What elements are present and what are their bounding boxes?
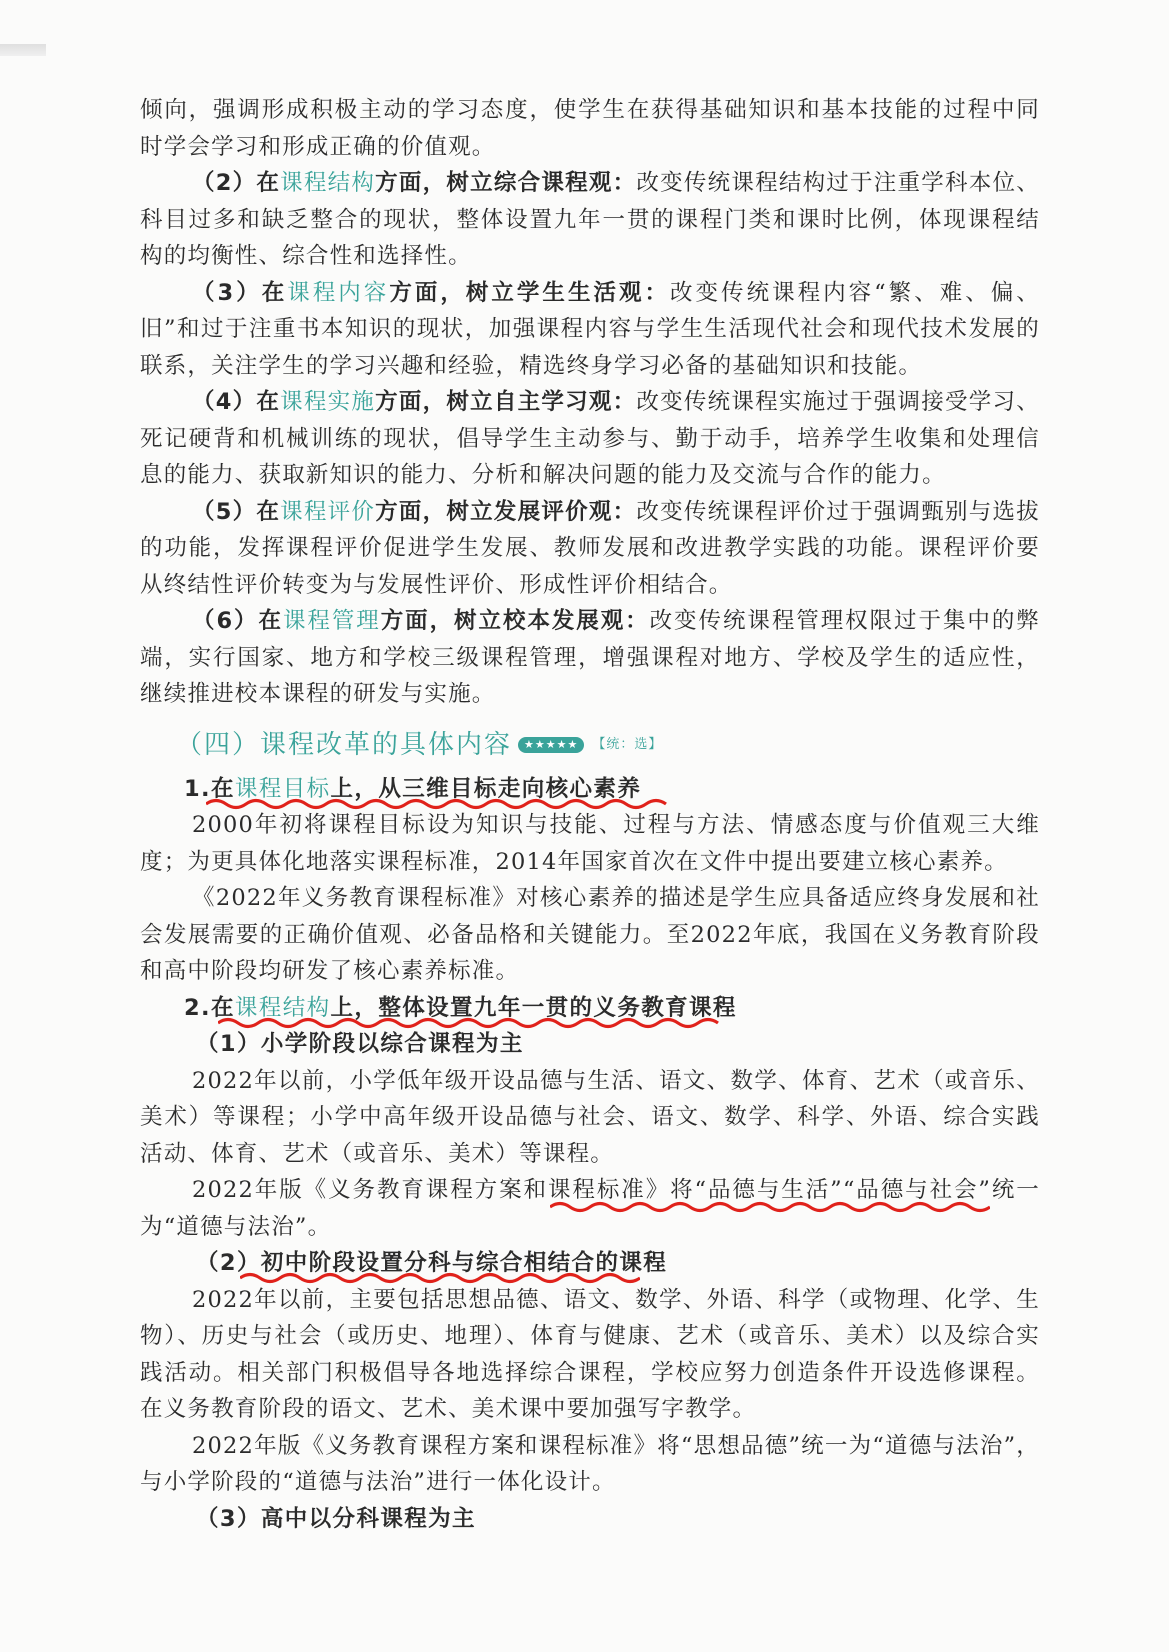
intro-paragraph: 倾向，强调形成积极主动的学习态度，使学生在获得基础知识和基本技能的过程中同时学会学习和形成正确的价值观。: [140, 97, 1040, 160]
item-management: [140, 603, 1040, 713]
subheading-course-goals: [184, 771, 1040, 808]
goals-paragraph-1: 2000年初将课程目标设为知识与技能、过程与方法、情感态度与价值观三大维度；为更具体化地落实课程标准，2014年国家首次在文件中提出要建立核心素养。: [140, 812, 1040, 875]
item-text: 改变传统课程内容“繁、难、偏、旧”和过于注重书本知识的现状，加强课程内容与学生生活现代社会和现代技术发展的联系，关注学生的学习兴趣和经验，精选终身学习必备的基础知识和技能。: [140, 279, 1040, 379]
item-number: （5）在: [192, 498, 281, 525]
star-rating-badge: ★★★★★: [518, 737, 584, 753]
item-text: 改变传统课程结构过于注重学科本位、科目过多和缺乏整合的现状，整体设置九年一贯的课程门类和课时比例，体现课程结构的均衡性、综合性和选择性。: [140, 170, 1040, 269]
primary-paragraph-2: 2022年版《义务教育课程方案和课程标准》将“品德与生活”“品德与社会”统一为“道德与法治”。: [140, 1177, 1040, 1240]
junior-paragraph-1: 2022年以前，主要包括思想品德、语文、数学、外语、科学（或物理、化学、生物）、历史与社会（或历史、地理）、体育与健康、艺术（或音乐、美术）以及综合实践活动。相关部门积极倡导各地选择综合课程，学校应努力创造条件开设选修课程。在义务教育阶段的语文、艺术、美术课中要加强写字教学。: [140, 1286, 1040, 1422]
subheading-junior: [196, 1245, 1040, 1282]
item-evaluation: [140, 494, 1040, 604]
subheading-key: 课程目标: [234, 775, 331, 802]
item-label: 方面，树立学生生活观：: [389, 279, 671, 306]
item-key: 课程内容: [287, 279, 390, 306]
item-structure: [140, 165, 1040, 275]
primary-paragraph-2-wrap: [140, 1172, 1040, 1245]
subheading-course-structure: [184, 990, 1040, 1027]
subheading-prefix: 2.在: [184, 994, 235, 1021]
item-label: 方面，树立发展评价观：: [375, 498, 637, 525]
item-key: 课程评价: [280, 498, 376, 525]
item-implementation: [140, 384, 1040, 494]
item-number: （3）在: [192, 279, 288, 306]
subheading-senior: （3）高中以分科课程为主: [196, 1505, 476, 1532]
subheading-primary: （1）小学阶段以综合课程为主: [196, 1031, 524, 1057]
section-heading: [176, 723, 1040, 767]
item-key: 课程结构: [280, 170, 376, 196]
goals-paragraph-2: 《2022年义务教育课程标准》对核心素养的描述是学生应具备适应终身发展和社会发展需要的正确价值观、必备品格和关键能力。至2022年底，我国在义务教育阶段和高中阶段均研发了核心素养标准。: [140, 885, 1040, 984]
subheading-suffix: 上，从三维目标走向核心素养: [330, 775, 642, 802]
item-content: [140, 275, 1040, 385]
item-number: （4）在: [192, 389, 281, 415]
item-number: （6）在: [192, 608, 283, 634]
item-text: 改变传统课程管理权限过于集中的弊端，实行国家、地方和学校三级课程管理，增强课程对地方、学校及学生的适应性，继续推进校本课程的研发与实施。: [140, 608, 1040, 707]
item-label: 方面，树立校本发展观：: [380, 608, 650, 634]
section-title: （四）课程改革的具体内容: [176, 729, 513, 760]
subheading-junior-text: （2）初中阶段设置分科与综合相结合的课程: [196, 1250, 668, 1276]
exam-tag: 【统：选】: [592, 736, 663, 752]
item-text: 改变传统课程实施过于强调接受学习、死记硬背和机械训练的现状，倡导学生主动参与、勤于动手，培养学生收集和处理信息的能力、获取新知识的能力、分析和解决问题的能力及交流与合作的能力。: [140, 389, 1040, 488]
item-key: 课程实施: [280, 389, 376, 415]
primary-paragraph-1: 2022年以前，小学低年级开设品德与生活、语文、数学、体育、艺术（或音乐、美术）等课程；小学中高年级开设品德与社会、语文、数学、科学、外语、综合实践活动、体育、艺术（或音乐、美术）等课程。: [140, 1067, 1040, 1167]
scan-edge-mark: [0, 44, 46, 56]
item-text: 改变传统课程评价过于强调甄别与选拔的功能，发挥课程评价促进学生发展、教师发展和改进教学实践的功能。课程评价要从终结性评价转变为与发展性评价、形成性评价相结合。: [140, 498, 1040, 598]
item-label: 方面，树立自主学习观：: [375, 389, 637, 415]
junior-paragraph-2: 2022年版《义务教育课程方案和课程标准》将“思想品德”统一为“道德与法治”，与小学阶段的“道德与法治”进行一体化设计。: [140, 1432, 1040, 1495]
item-number: （2）在: [192, 170, 281, 196]
subheading-suffix: 上，整体设置九年一贯的义务教育课程: [330, 994, 737, 1021]
item-key: 课程管理: [282, 608, 381, 634]
page-content: [140, 92, 1040, 1537]
subheading-key: 课程结构: [234, 994, 331, 1021]
item-label: 方面，树立综合课程观：: [375, 170, 637, 196]
subheading-prefix: 1.在: [184, 775, 235, 802]
